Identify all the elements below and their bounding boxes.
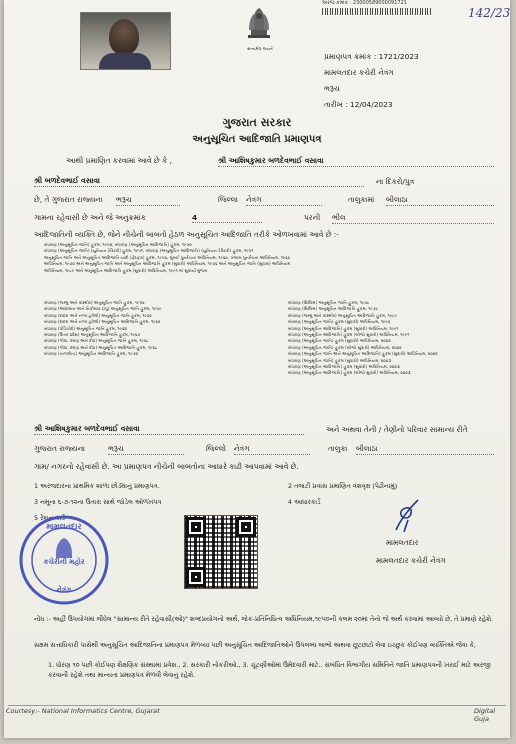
qr-code: [184, 515, 258, 589]
serial-number: 4: [192, 213, 262, 223]
basis-item: 4 આધારકાર્ડ: [288, 498, 321, 506]
father-name: શ્રી બળદેવભાઈ વસાવા: [34, 176, 364, 187]
basis-item: 1 અરજદારના પ્રાથમિક શાળા છોડ્યાનું પ્રમાણપત્ર.: [34, 482, 160, 490]
cert-number-label: પ્રમાણપત્ર ક્રમાંક :: [324, 52, 377, 61]
order-line: અનુસૂચિત જાતિ અને અનુસૂચિત આદિજાતિ યાદી (ફેરફાર) હુકમ, ૧૯૫૬, મુંબઈ પુનર્રચના અધિનિયમ, ૧૯૬૦, પંજાબ પુનર્રચના અધિનિયમ, ૧૯૬૬: [44, 254, 291, 260]
order-line: બંધારણ (ઉત્તર પ્રદેશ) અનુસૂચિત આદિજાતિ હુકમ, ૧૯૬૭: [44, 332, 141, 338]
order-line: બંધારણ (અનુસૂચિત જાતિ) હુકમ (સુધારો) અધિનિયમ, ૨૦૦૩: [288, 357, 392, 363]
basis-item: 2 તલાટી પ્રવાસ પ્રમાણિત વંશવૃક્ષ (પેઢીનામું): [288, 482, 398, 490]
order-line: બંધારણ (પોંડિચેરી) અનુસૂચિત જાતિ હુકમ, ૧૯૬૪: [44, 325, 127, 331]
order-line: બંધારણ (જમ્મુ અને કાશ્મીર) અનુસૂચિત આદિજાતિ હુકમ, ૧૯૮૯: [288, 312, 397, 318]
recognition-text: આદિજાતિની વ્યક્તિ છે, જેને નીચેની બાબતો હેઠળ અનુસૂચિત આદિજાતિ તરીકે ઓળખવામાં આવે છે :-: [34, 230, 339, 239]
basis-item: 5 રેશન કાર્ડ: [34, 514, 65, 522]
district-label: જિલ્લા: [218, 195, 238, 204]
village-prefix: ગામના રહેવાસી છે અને જે અનુક્રમાંક: [34, 213, 146, 222]
application-number: અરજ ક્રમાંક : 23000589000091721: [322, 0, 407, 6]
order-line: બંધારણ (અનુસૂચિત આદિજાતિ) હુકમ (બીજો સુધારો) અધિનિયમ, ૧૯૯૧: [288, 332, 410, 338]
issue-date: 12/04/2023: [349, 100, 393, 109]
date-label: તારીખ :: [324, 100, 348, 109]
order-line: બંધારણ (આંદામાન અને નિકોબાર ટાપુ) અનુસૂચિત જાતિ હુકમ, ૧૯૫૯: [44, 306, 162, 312]
note-validity: સક્ષમ સત્તાધિકારી પાસેથી અનુસૂચિત આદિજાતિના પ્રમાણપત્ર મેળવ્યા પછી અનુસૂચિત આદિજાતિઓને ઉપલબ્ધ લાભો અથવા છૂટછાટો લેવા ઇચ્છુક કોઈપણ વ્યક્તિએ જેવા કે,: [34, 641, 476, 649]
order-line: બંધારણ (અનુસૂચિત જાતિ અને અનુસૂચિત આદિજાતિ) હુકમ (સુધારો) અધિનિયમ, ૨૦૦૨: [288, 351, 438, 357]
family-text: અને અથવા તેની / તેણીનો પરિવાર સામાન્ય રીતે: [326, 425, 468, 434]
certificate-page: [4, 0, 510, 738]
handwritten-note: 142/23: [468, 6, 510, 20]
district-name: ભરૂચ: [116, 195, 180, 206]
order-line: બંધારણ (અનુસૂચિત જાતિ) હુકમ (સુધારો) અધિનિયમ, ૧૯૯૦: [288, 319, 391, 325]
barcode: [322, 8, 432, 15]
certify-text: આથી પ્રમાણિત કરવામાં આવે છે કે ,: [66, 156, 172, 165]
order-line: બંધારણ (અનુસૂચિત જાતિ) હુકમ (સુધારો) અધિનિયમ, ૨૦૦૨: [288, 338, 391, 344]
orders-left: [44, 300, 254, 358]
stamp-bottom-text: નેત્રંગ: [56, 586, 72, 594]
residence-district-name: ભરૂચ: [108, 444, 184, 455]
order-line: બંધારણ (દાદરા અને નગર હવેલી) અનુસૂચિત આદિજાતિ હુકમ, ૧૯૬૨: [44, 319, 161, 325]
emblem-caption: સત્યમેવ જયતે: [247, 46, 273, 51]
order-line: બંધારણ (અનુસૂચિત જાતિ) હુકમ (બીજો સુધારો) અધિનિયમ, ૨૦૦૨: [288, 344, 402, 350]
stamp-mid-text: કચેરીની મહોર: [43, 558, 85, 566]
footer-courtesy: Courtesy:- National Informatics Centre, Gujarat: [6, 707, 160, 715]
government-title: ગુજરાત સરકાર: [222, 116, 292, 129]
order-line: અધિનિયમ, ૧૯૮૯ અને અનુસૂચિત આદિજાતિ હુકમ (સુધારો) અધિનિયમ, ૧૯૯૧ માં સુધાર્યા મુજબ: [44, 267, 208, 273]
signatory-office: મામલતદાર કચેરી નેત્રંગ: [376, 556, 446, 565]
state-prefix: છે, તે ગુજરાત રાજ્યના: [34, 195, 103, 204]
village-name: બીલાઠા: [386, 195, 494, 206]
tribe-label: પરની: [304, 213, 321, 222]
basis-item: 3 નમૂના ૬-૭-૧૨ના ઉતારા સાથે જોડેલ ઓળખપત્ર: [34, 498, 162, 506]
cert-number: 1721/2023: [378, 52, 419, 61]
residence-taluka-name: નેત્રંગ: [234, 444, 310, 455]
son-of-text: ના દિકરો/પુત્ર: [376, 177, 415, 186]
order-line: બંધારણ (અનુસૂચિત જાતિ) (યુનિયન ટેરિટરી) હુકમ, ૧૯૫૧, બંધારણ (અનુસૂચિત આદિજાતિ) (યુનિયન ટેરિટરી) હુકમ, ૧૯૫૧: [44, 248, 254, 254]
order-line: બંધારણ (નાગાલેન્ડ) અનુસૂચિત આદિજાતિ હુકમ, ૧૯૭૦: [44, 351, 139, 357]
orders-right: [288, 300, 504, 377]
order-line: બંધારણ (અનુસૂચિત આદિજાતિ) હુકમ (બીજો સુધારો) અધિનિયમ, ૨૦૦૩: [288, 370, 411, 376]
applicant-photo: [80, 12, 171, 70]
order-line: બંધારણ (સિક્કિમ) અનુસૂચિત જાતિ હુકમ, ૧૯૭૮: [288, 300, 370, 305]
tribe-name: ભીલ: [332, 213, 494, 224]
certificate-title: અનુસૂચિત આદિજાતિ પ્રમાણપત્ર: [192, 134, 322, 145]
resident-name: શ્રી આશિષકુમાર બળદેવભાઈ વસાવા: [34, 424, 304, 435]
office-line: મામલતદાર કચેરી નેત્રંગ: [324, 68, 394, 77]
signature-icon: [388, 496, 428, 536]
stamp-top-text: મામલતદાર: [46, 522, 82, 531]
order-line: બંધારણ (ગોવા, દમણ અને દીવ) અનુસૂચિત આદિજાતિ હુકમ, ૧૯૬૮: [44, 344, 158, 350]
order-line: બંધારણ (અનુસૂચિત આદિજાતિ) હુકમ (સુધારો) અધિનિયમ, ૧૯૯૧: [288, 325, 399, 331]
orders-top: [44, 242, 504, 274]
residence-district-label: જિલ્લો: [206, 444, 226, 453]
taluka-name: નેત્રંગ: [246, 195, 322, 206]
note-purposes: 1. ધોરણ ૧૦ પછી કોઈપણ શૈક્ષણિક સંસ્થામાં પ્રવેશ., 2. સરકારી નોકરીઓ., 3. ચૂંટણીઓમાં ઉમેદવારી માટે.. સંબંધિત વિભાગીય સમિતિને જાતિ પ્રમાણપત્રની ખરાઈ માટે અરજી કરવાની રહેશે તથા માન્યતા પ્રમાણપત્ર મેળવી લેવાનું રહેશે.: [48, 661, 491, 679]
order-line: બંધારણ (દાદરા અને નગર હવેલી) અનુસૂચિત જાતિ હુકમ, ૧૯૬૨: [44, 312, 152, 318]
order-line: બંધારણ (ગોવા, દમણ અને દીવ) અનુસૂચિત જાતિ હુકમ, ૧૯૬૮: [44, 338, 149, 344]
order-line: અધિનિયમ, ૧૯૭૦ અને અનુસૂચિત જાતિ અને અનુસૂચિત આદિજાતિ હુકમ (સુધારો) અધિનિયમ, ૧૯૭૬ અને અનુસૂચિત જાતિ (સુધારા) અધિનિયમ: [44, 261, 291, 267]
footer-divider: [8, 705, 506, 706]
order-line: બંધારણ (જમ્મુ અને કાશ્મીર) અનુસૂચિત જાતિ હુકમ, ૧૯૫૬: [44, 300, 145, 305]
residence-state-prefix: ગુજરાત રાજ્યના: [34, 444, 85, 453]
taluka-label: તાલુકામાં: [348, 195, 375, 204]
residence-taluka-label: તાલુકા: [328, 444, 348, 453]
order-line: બંધારણ (સિક્કિમ) અનુસૂચિત આદિજાતિ હુકમ, ૧૯૭૮: [288, 306, 379, 312]
district-line: ભરૂચ: [324, 84, 340, 93]
order-line: બંધારણ (અનુસૂચિત આદિજાતિ) હુકમ (સુધારો) અધિનિયમ, ૨૦૦૩: [288, 364, 400, 370]
note-residence: નોંધ :- અહીં ઉપયોગમાં લીધેલ "સામાન્ય રીતે રહેવાસી(ઓ)" શબ્દપ્રયોગનો અર્થ, લોક-પ્રતિનિધિત્વ અધિનિયમ,૧૯૫૦ની કલમ ૨૦માં તેનો જે અર્થ કરવામાં આવ્યો છે, તે પ્રમાણે રહેશે.: [34, 615, 494, 623]
national-emblem-icon: [240, 2, 278, 52]
order-line: બંધારણ (અનુસૂચિત જાતિ) હુકમ, ૧૯૫૦, બંધારણ (અનુસૂચિત આદિજાતિ) હુકમ, ૧૯૫૦: [44, 242, 192, 247]
applicant-name: શ્રી આશિષકુમાર બળદેવભાઈ વસાવા: [218, 156, 494, 167]
footer-portal: Digital Guja: [474, 707, 496, 723]
residence-village-name: બીલાઠા: [356, 444, 494, 455]
residence-text: ગામ/ નગરનો રહેવાસી છે. આ પ્રમાણપત્ર નીચેની બાબતોના આધારે કાઢી આપવામાં આવે છે.: [34, 462, 299, 471]
signatory-title: મામલતદાર: [386, 538, 419, 547]
